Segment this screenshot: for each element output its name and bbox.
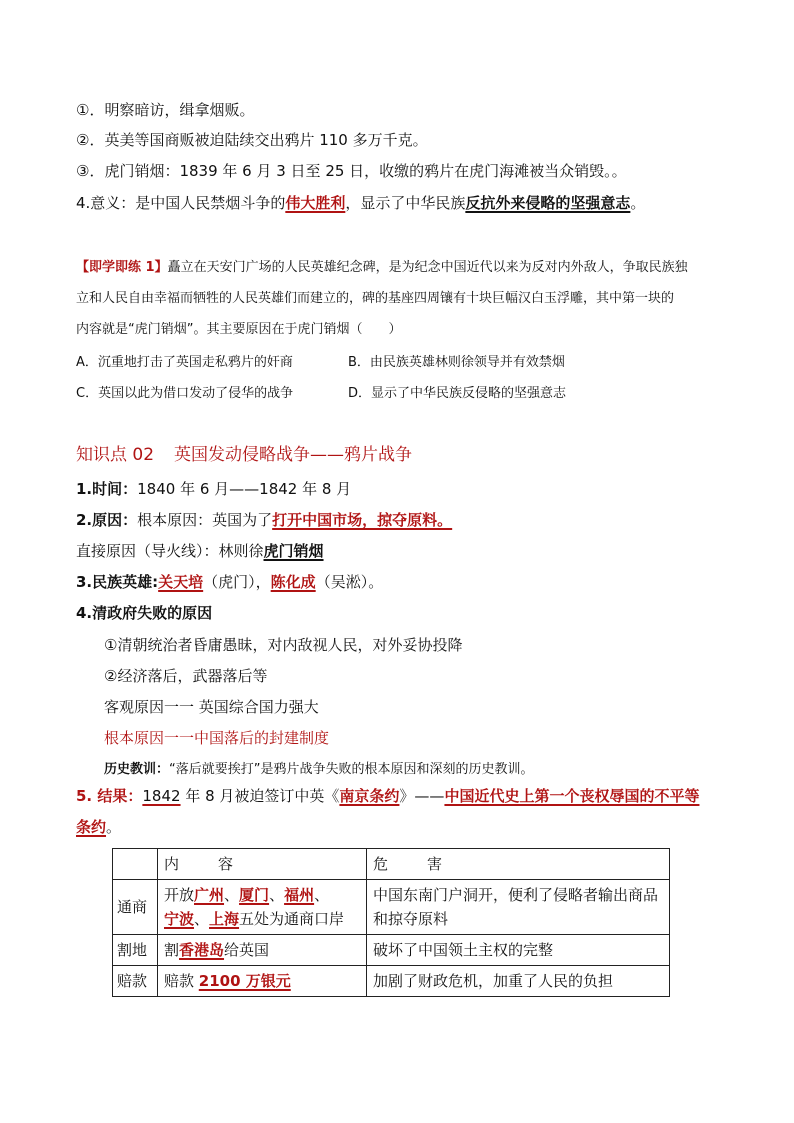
lesson-line [104,760,534,780]
option-a-label: A． [76,355,98,370]
failure-reason-1: ①清朝统治者昏庸愚昧，对内敌视人民，对外妥协投降 [104,636,463,654]
port-sep-2: 、 [269,886,285,904]
cause-label: 2.原因： [76,511,138,529]
knowledge-heading [76,440,412,465]
result-treaty: 南京条约 [339,787,400,805]
port-sep-3: 、 [314,886,330,904]
lesson-text: “落后就要挨打”是鸦片战争失败的根本原因和深刻的历史教训。 [169,762,534,777]
result-key-1: 中国近代史上第一个丧权辱国的不平等 [444,787,700,805]
port-fuzhou: 福州 [284,886,315,904]
practice-line-3 [76,320,401,340]
port-shanghai: 上海 [209,910,240,928]
measure-item-2 [76,130,428,150]
result-line-2 [76,817,121,837]
trade-open-text: 开放 [164,886,195,904]
hero-chen: 陈化成 [270,573,316,591]
row-harm-indemnity: 加剧了财政危机，加重了人民的负担 [367,966,670,997]
option-d [348,382,566,401]
row-label-indemnity: 赔款 [113,966,158,997]
significance-prefix: 4.意义：是中国人民禁烟斗争的 [76,194,286,212]
header-harm [367,849,670,880]
table-row-trade [113,880,670,935]
option-d-text: 显示了中华民族反侵略的坚强意志 [371,386,567,401]
circled-number-1: ① [76,101,90,119]
row-harm-land: 破坏了中国领土主权的完整 [367,935,670,966]
header-harm-text: 危 害 [373,855,455,873]
cause-direct-text: 直接原因（导火线）：林则徐 [76,542,264,560]
failure-label: 4.清政府失败的原因 [76,604,213,622]
row-content-indemnity [158,966,367,997]
hero-guan-place: （虎门）， [203,573,271,591]
table-header-row [113,849,670,880]
cause-root-line [76,510,452,530]
hero-chen-place: （吴淞）。 [315,573,384,591]
circled-number-2: ② [76,131,90,149]
result-text-1: 年 8 月被迫签订中英《 [180,787,340,805]
cause-direct-key: 虎门销烟 [263,542,324,560]
table-corner-cell [113,849,158,880]
port-sep-4: 、 [194,910,210,928]
failure-reason-2: ②经济落后，武器落后等 [104,667,268,685]
cause-direct-line [76,541,324,561]
practice-stem-3: 内容就是“虎门销烟”。其主要原因在于虎门销烟（ ） [76,322,402,337]
result-label: 5. 结果： [76,787,143,805]
result-year: 1842 [142,787,181,805]
indemnity-amount: 2100 万银元 [198,972,291,990]
indemnity-text: 赔款 [164,972,199,990]
port-ningbo: 宁波 [164,910,195,928]
trade-ports-text: 五处为通商口岸 [239,910,345,928]
option-b-text: 由民族英雄林则徐领导并有效禁烟 [369,355,565,370]
measure-text-2: ．英美等国商贩被迫陆续交出鸦片 110 多万千克。 [89,131,428,149]
knowledge-number: 知识点 02 [76,445,155,465]
significance-suffix: 。 [630,194,646,212]
table-row-indemnity [113,966,670,997]
heroes-label: 3.民族英雄: [76,573,159,591]
significance-key-will: 反抗外来侵略的坚强意志 [465,194,631,212]
cause-root-text: 根本原因：英国为了 [137,511,273,529]
practice-line-1 [76,258,688,278]
port-xiamen: 厦门 [239,886,270,904]
measure-text-3: ．虎门销烟：1839 年 6 月 3 日至 25 日，收缴的鸦片在虎门海滩被当众销毁。。 [89,162,627,180]
row-label-trade: 通商 [113,880,158,935]
land-to-britain: 给英国 [224,941,270,959]
root-reason: 根本原因一一中国落后的封建制度 [104,729,330,747]
time-value: 1840 年 6 月——1842 年 8 月 [137,480,352,498]
option-d-label: D． [348,386,372,401]
option-a-text: 沉重地打击了英国走私鸦片的奸商 [97,355,293,370]
row-content-trade [158,880,367,935]
result-key-2: 条约 [76,818,107,836]
heroes-line [76,572,383,592]
result-end: 。 [106,818,122,836]
result-text-2: 》—— [399,787,445,805]
measure-text-1: ．明察暗访，缉拿烟贩。 [89,101,255,119]
option-c-label: C． [76,386,99,401]
knowledge-title: 英国发动侵略战争——鸦片战争 [174,445,413,465]
option-c [76,382,293,401]
time-label: 1.时间： [76,480,138,498]
option-c-text: 英国以此为借口发动了侵华的战争 [98,386,294,401]
option-a [76,351,293,370]
hongkong-island: 香港岛 [179,941,225,959]
row-content-land [158,935,367,966]
lesson-label: 历史教训： [104,762,170,777]
land-cede-text: 割 [164,941,180,959]
practice-tag: 【即学即练 1】 [76,260,168,275]
cause-root-key: 打开中国市场，掠夺原料。 [272,511,453,529]
practice-line-2 [76,289,674,309]
measure-item-3 [76,161,627,181]
row-label-land: 割地 [113,935,158,966]
port-sep-1: 、 [224,886,240,904]
significance-line [76,193,645,213]
result-line-1 [76,786,699,806]
header-content-text: 内 容 [164,855,246,873]
significance-key-victory: 伟大胜利 [285,194,346,212]
header-content [158,849,367,880]
option-b [348,351,565,370]
time-line [76,479,351,499]
hero-guan: 关天培 [158,573,204,591]
option-b-label: B． [348,355,370,370]
port-guangzhou: 广州 [194,886,225,904]
objective-reason: 客观原因一一 英国综合国力强大 [104,698,319,716]
measure-item-1 [76,100,254,120]
practice-stem-1: 矗立在天安门广场的人民英雄纪念碑，是为纪念中国近代以来为反对内外敌人，争取民族独 [167,260,688,275]
treaty-table [112,848,670,997]
table-row-land [113,935,670,966]
practice-stem-2: 立和人民自由幸福而牺牲的人民英雄们而建立的，碑的基座四周镶有十块巨幅汉白玉浮雕，其中第一块的 [76,291,675,306]
significance-mid: ，显示了中华民族 [345,194,466,212]
circled-number-3: ③ [76,162,90,180]
row-harm-trade: 中国东南门户洞开，便利了侵略者输出商品和掠夺原料 [367,880,670,935]
